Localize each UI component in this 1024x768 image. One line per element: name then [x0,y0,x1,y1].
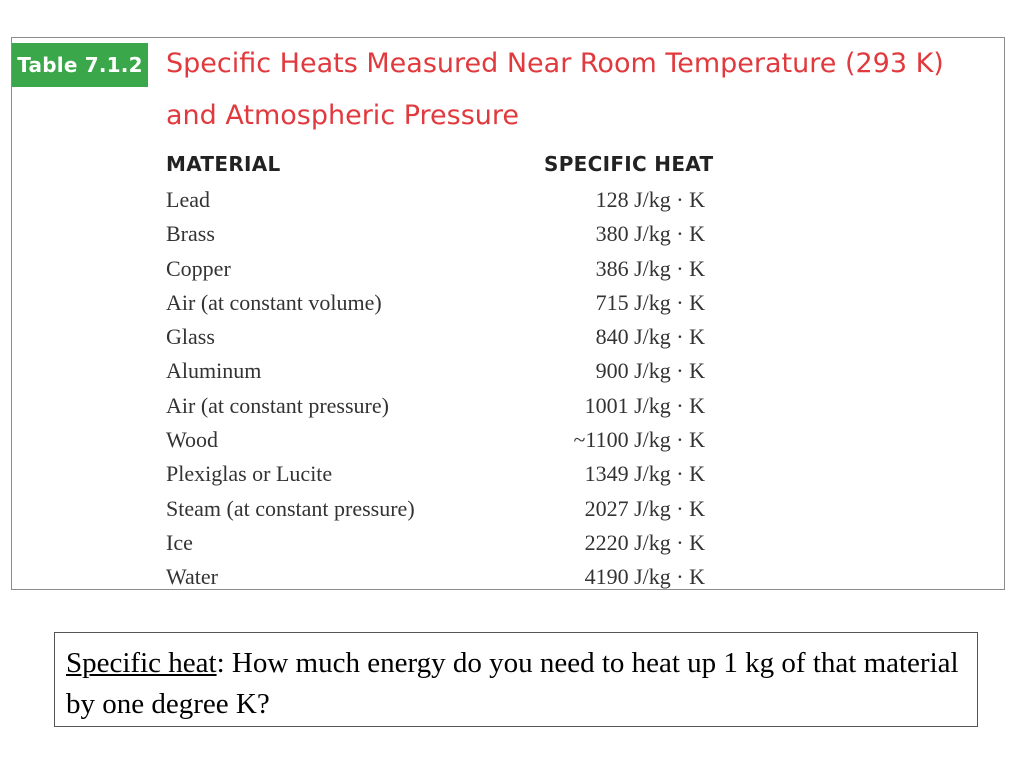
table-row [12,389,1005,423]
specific-heat-cell: 2027 J/kg · K [584,495,705,521]
table-row [12,183,1005,217]
material-cell: Ice [166,529,193,555]
specific-heat-cell: 1349 J/kg · K [584,461,705,487]
material-cell: Water [166,564,218,590]
material-cell: Plexiglas or Lucite [166,461,333,487]
column-header-material: MATERIAL [166,152,281,176]
table-title-line-1: Specific Heats Measured Near Room Temperature (293 K) [166,48,944,79]
specific-heat-cell: 900 J/kg · K [595,358,705,384]
definition-box [54,632,978,727]
table-row [12,286,1005,320]
specific-heat-cell: 1001 J/kg · K [584,392,705,418]
material-cell: Aluminum [166,358,262,384]
specific-heat-cell: 715 J/kg · K [595,289,705,315]
table-row [12,423,1005,457]
table-title-line-2: and Atmospheric Pressure [166,100,520,131]
specific-heat-cell: ~1100 J/kg · K [573,427,705,453]
specific-heat-cell: 2220 J/kg · K [584,529,705,555]
material-cell: Wood [166,427,219,453]
material-cell: Air (at constant pressure) [166,392,389,418]
table-row [12,457,1005,491]
specific-heat-cell: 386 J/kg · K [595,255,705,281]
specific-heat-cell: 4190 J/kg · K [584,564,705,590]
table-row [12,252,1005,286]
specific-heat-cell: 128 J/kg · K [595,187,705,212]
table-row [12,320,1005,354]
material-cell: Brass [166,221,215,247]
definition-term: Specific heat [66,647,217,679]
specific-heat-table-figure [11,37,1005,590]
table-row [12,560,1005,590]
definition-text: : How much energy do you need to heat up 1 kg of that material by one degree K? [66,647,959,720]
table-title [166,38,1005,142]
table-row [12,526,1005,560]
column-header-specific-heat: SPECIFIC HEAT [544,152,714,176]
material-cell: Air (at constant volume) [166,289,382,315]
specific-heat-cell: 380 J/kg · K [595,221,705,247]
specific-heat-cell: 840 J/kg · K [595,324,705,350]
material-cell: Copper [166,255,231,281]
material-cell: Lead [166,187,210,212]
table-row [12,492,1005,526]
material-cell: Glass [166,324,215,350]
table-row [12,354,1005,388]
material-cell: Steam (at constant pressure) [166,495,415,521]
table-row [12,217,1005,251]
table-number-tag: Table 7.1.2 [12,43,148,87]
table-rows [12,183,1005,590]
